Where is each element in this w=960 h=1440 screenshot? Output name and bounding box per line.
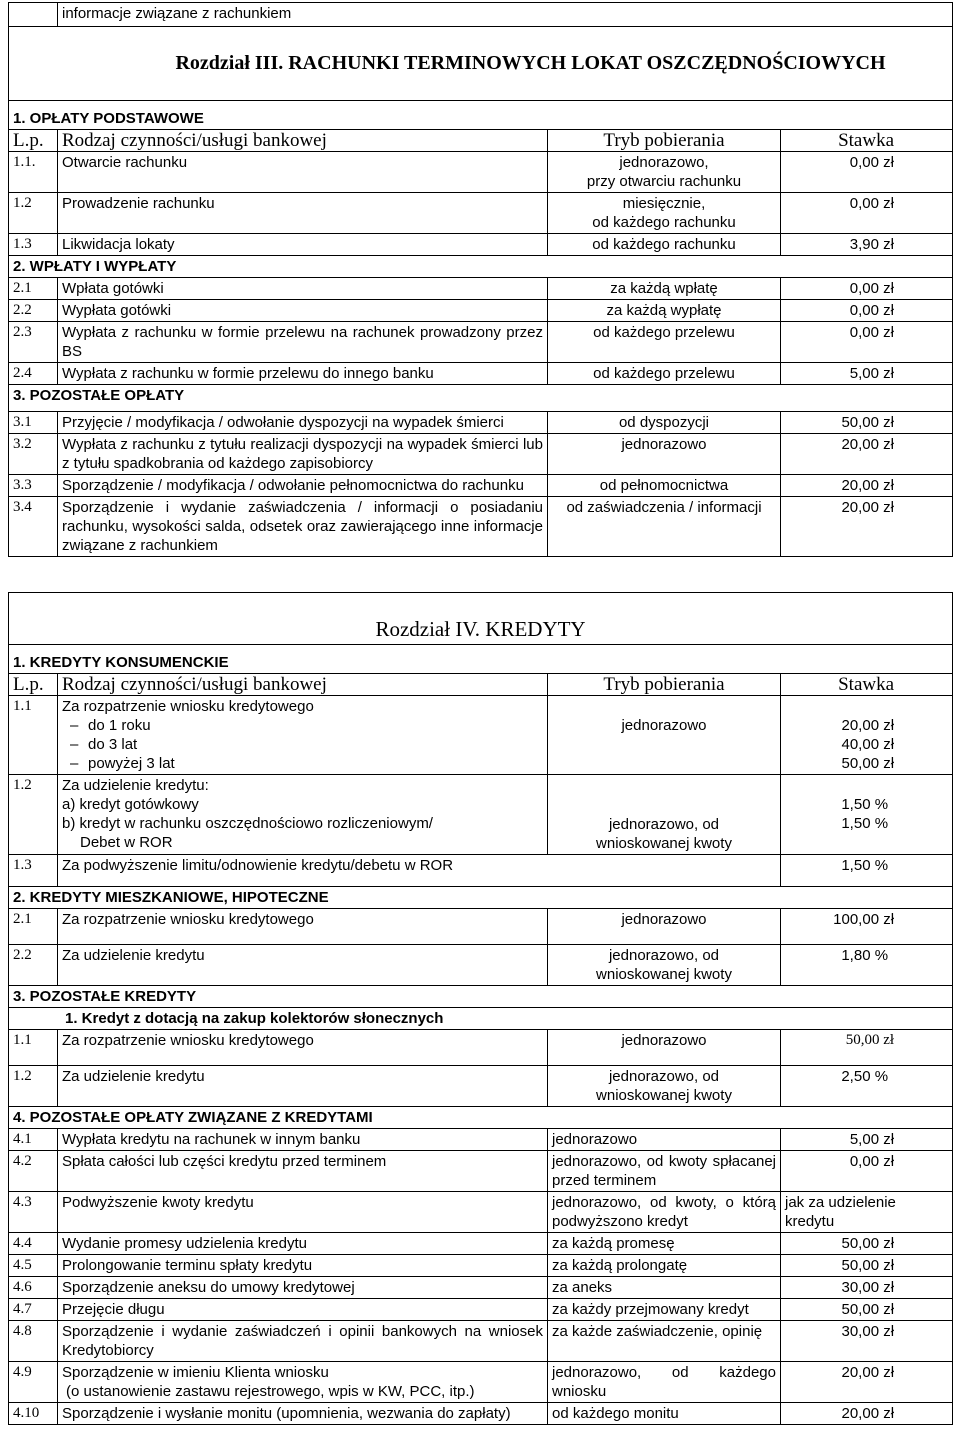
table-row: 2.3 Wypłata z rachunku w formie przelewu na rachunek prowadzony przez BS od każdego przelewu 0,00 zł [9,322,953,363]
table-row: 2.2 Wypłata gotówki za każdą wypłatę 0,00 zł [9,300,953,322]
header-mode: Tryb pobierania [548,674,781,696]
table-row: 2.1 Za rozpatrzenie wniosku kredytowego jednorazowo 100,00 zł [9,909,953,945]
section-heading: 3. POZOSTAŁE OPŁATY [9,385,953,412]
table-row: 1.2 Za udzielenie kredytu jednorazowo, od wnioskowanej kwoty 2,50 % [9,1066,953,1107]
table-row: 4.2 Spłata całości lub części kredytu przed terminem jednorazowo, od kwoty spłacanej przed terminem 0,00 zł [9,1151,953,1192]
section-heading: 2. WPŁATY I WYPŁATY [9,256,953,278]
section-heading: 4. POZOSTAŁE OPŁATY ZWIĄZANE Z KREDYTAMI [9,1107,953,1129]
table-row: 1.3 Likwidacja lokaty od każdego rachunku 3,90 zł [9,234,953,256]
table-row: 1.2 Prowadzenie rachunku miesięcznie, od każdego rachunku 0,00 zł [9,193,953,234]
table-row: 3.1 Przyjęcie / modyfikacja / odwołanie dyspozycji na wypadek śmierci od dyspozycji 50,00 zł [9,412,953,434]
table-row: 1.3 Za podwyższenie limitu/odnowienie kredytu/debetu w ROR 1,50 % [9,855,953,887]
subsection-heading: 1. Kredyt z dotacją na zakup kolektorów słonecznych [9,1008,953,1030]
table-row: 1.1 Za rozpatrzenie wniosku kredytowego jednorazowo 50,00 zł [9,1030,953,1066]
table-row: 3.3 Sporządzenie / modyfikacja / odwołanie pełnomocnictwa do rachunku od pełnomocnictwa 20,00 zł [9,475,953,497]
header-lp: L.p. [9,130,58,152]
header-mode: Tryb pobierania [548,130,781,152]
table-row: 4.9 Sporządzenie w imieniu Klienta wniosku (o ustanowienie zastawu rejestrowego, wpis w KW, PCC, itp.) jednorazowo, od każdego wniosku 20,00 zł [9,1362,953,1403]
table-row: 2.2 Za udzielenie kredytu jednorazowo, od wnioskowanej kwoty 1,80 % [9,945,953,986]
table-row: 4.5 Prolongowanie terminu spłaty kredytu za każdą prolongatę 50,00 zł [9,1255,953,1277]
table-row: 3.4 Sporządzenie i wydanie zaświadczenia / informacji o posiadaniu rachunku, wysokości salda, odsetek oraz zawierającego inne informacje związane z rachunkiem od zaświadczenia / informacji 20,00 zł [9,497,953,557]
table-row: 1.2 Za udzielenie kredytu: a) kredyt gotówkowy b) kredyt w rachunku oszczędnościowo rozliczeniowym/ Debet w ROR jednorazowo, od wnioskowanej kwoty 1,50 % 1,50 % [9,775,953,855]
table-row: 3.2 Wypłata z rachunku z tytułu realizacji dyspozycji na wypadek śmierci lub z tytułu spadkobrania od każdego zapisobiorcy jednorazowo 20,00 zł [9,434,953,475]
table-row: 4.8 Sporządzenie i wydanie zaświadczeń i opinii bankowych na wniosek Kredytobiorcy za każde zaświadczenie, opinię 30,00 zł [9,1321,953,1362]
table-row: 2.4 Wypłata z rachunku w formie przelewu do innego banku od każdego przelewu 5,00 zł [9,363,953,385]
section-heading: 1. OPŁATY PODSTAWOWE [9,101,953,130]
table-row: 1.1. Otwarcie rachunku jednorazowo, przy otwarciu rachunku 0,00 zł [9,152,953,193]
table-row: 4.3 Podwyższenie kwoty kredytu jednorazowo, od kwoty, o którą podwyższono kredyt jak za udzielenie kredytu [9,1192,953,1233]
header-name: Rodzaj czynności/usługi bankowej [58,130,548,152]
table-row: 2.1 Wpłata gotówki za każdą wpłatę 0,00 zł [9,278,953,300]
chapter-4-table [8,592,953,1425]
header-rate: Stawka [781,130,953,152]
chapter-4-title: Rozdział IV. KREDYTY [375,617,586,641]
section-heading: 1. KREDYTY KONSUMENCKIE [9,645,953,674]
table-row: 4.6 Sporządzenie aneksu do umowy kredytowej za aneks 30,00 zł [9,1277,953,1299]
header-lp: L.p. [9,674,58,696]
chapter-3-table [8,2,953,557]
section-heading: 2. KREDYTY MIESZKANIOWE, HIPOTECZNE [9,887,953,909]
table-row: 4.4 Wydanie promesy udzielenia kredytu za każdą promesę 50,00 zł [9,1233,953,1255]
section-heading: 3. POZOSTAŁE KREDYTY [9,986,953,1008]
table-row: 4.7 Przejęcie długu za każdy przejmowany kredyt 50,00 zł [9,1299,953,1321]
table-row: 4.1 Wypłata kredytu na rachunek w innym banku jednorazowo 5,00 zł [9,1129,953,1151]
table-row: 1.1 Za rozpatrzenie wniosku kredytowego – do 1 roku – do 3 lat – powyżej 3 lat jednorazowo 20,00 zł 40,00 zł 50,00 zł [9,696,953,775]
chapter-3-title: Rozdział III. RACHUNKI TERMINOWYCH LOKAT OSZCZĘDNOŚCIOWYCH [175,52,886,74]
top-row-text: informacje związane z rachunkiem [58,3,953,27]
table-row: 4.10 Sporządzenie i wysłanie monitu (upomnienia, wezwania do zapłaty) od każdego monitu 20,00 zł [9,1403,953,1425]
header-name: Rodzaj czynności/usługi bankowej [58,674,548,696]
header-rate: Stawka [781,674,953,696]
